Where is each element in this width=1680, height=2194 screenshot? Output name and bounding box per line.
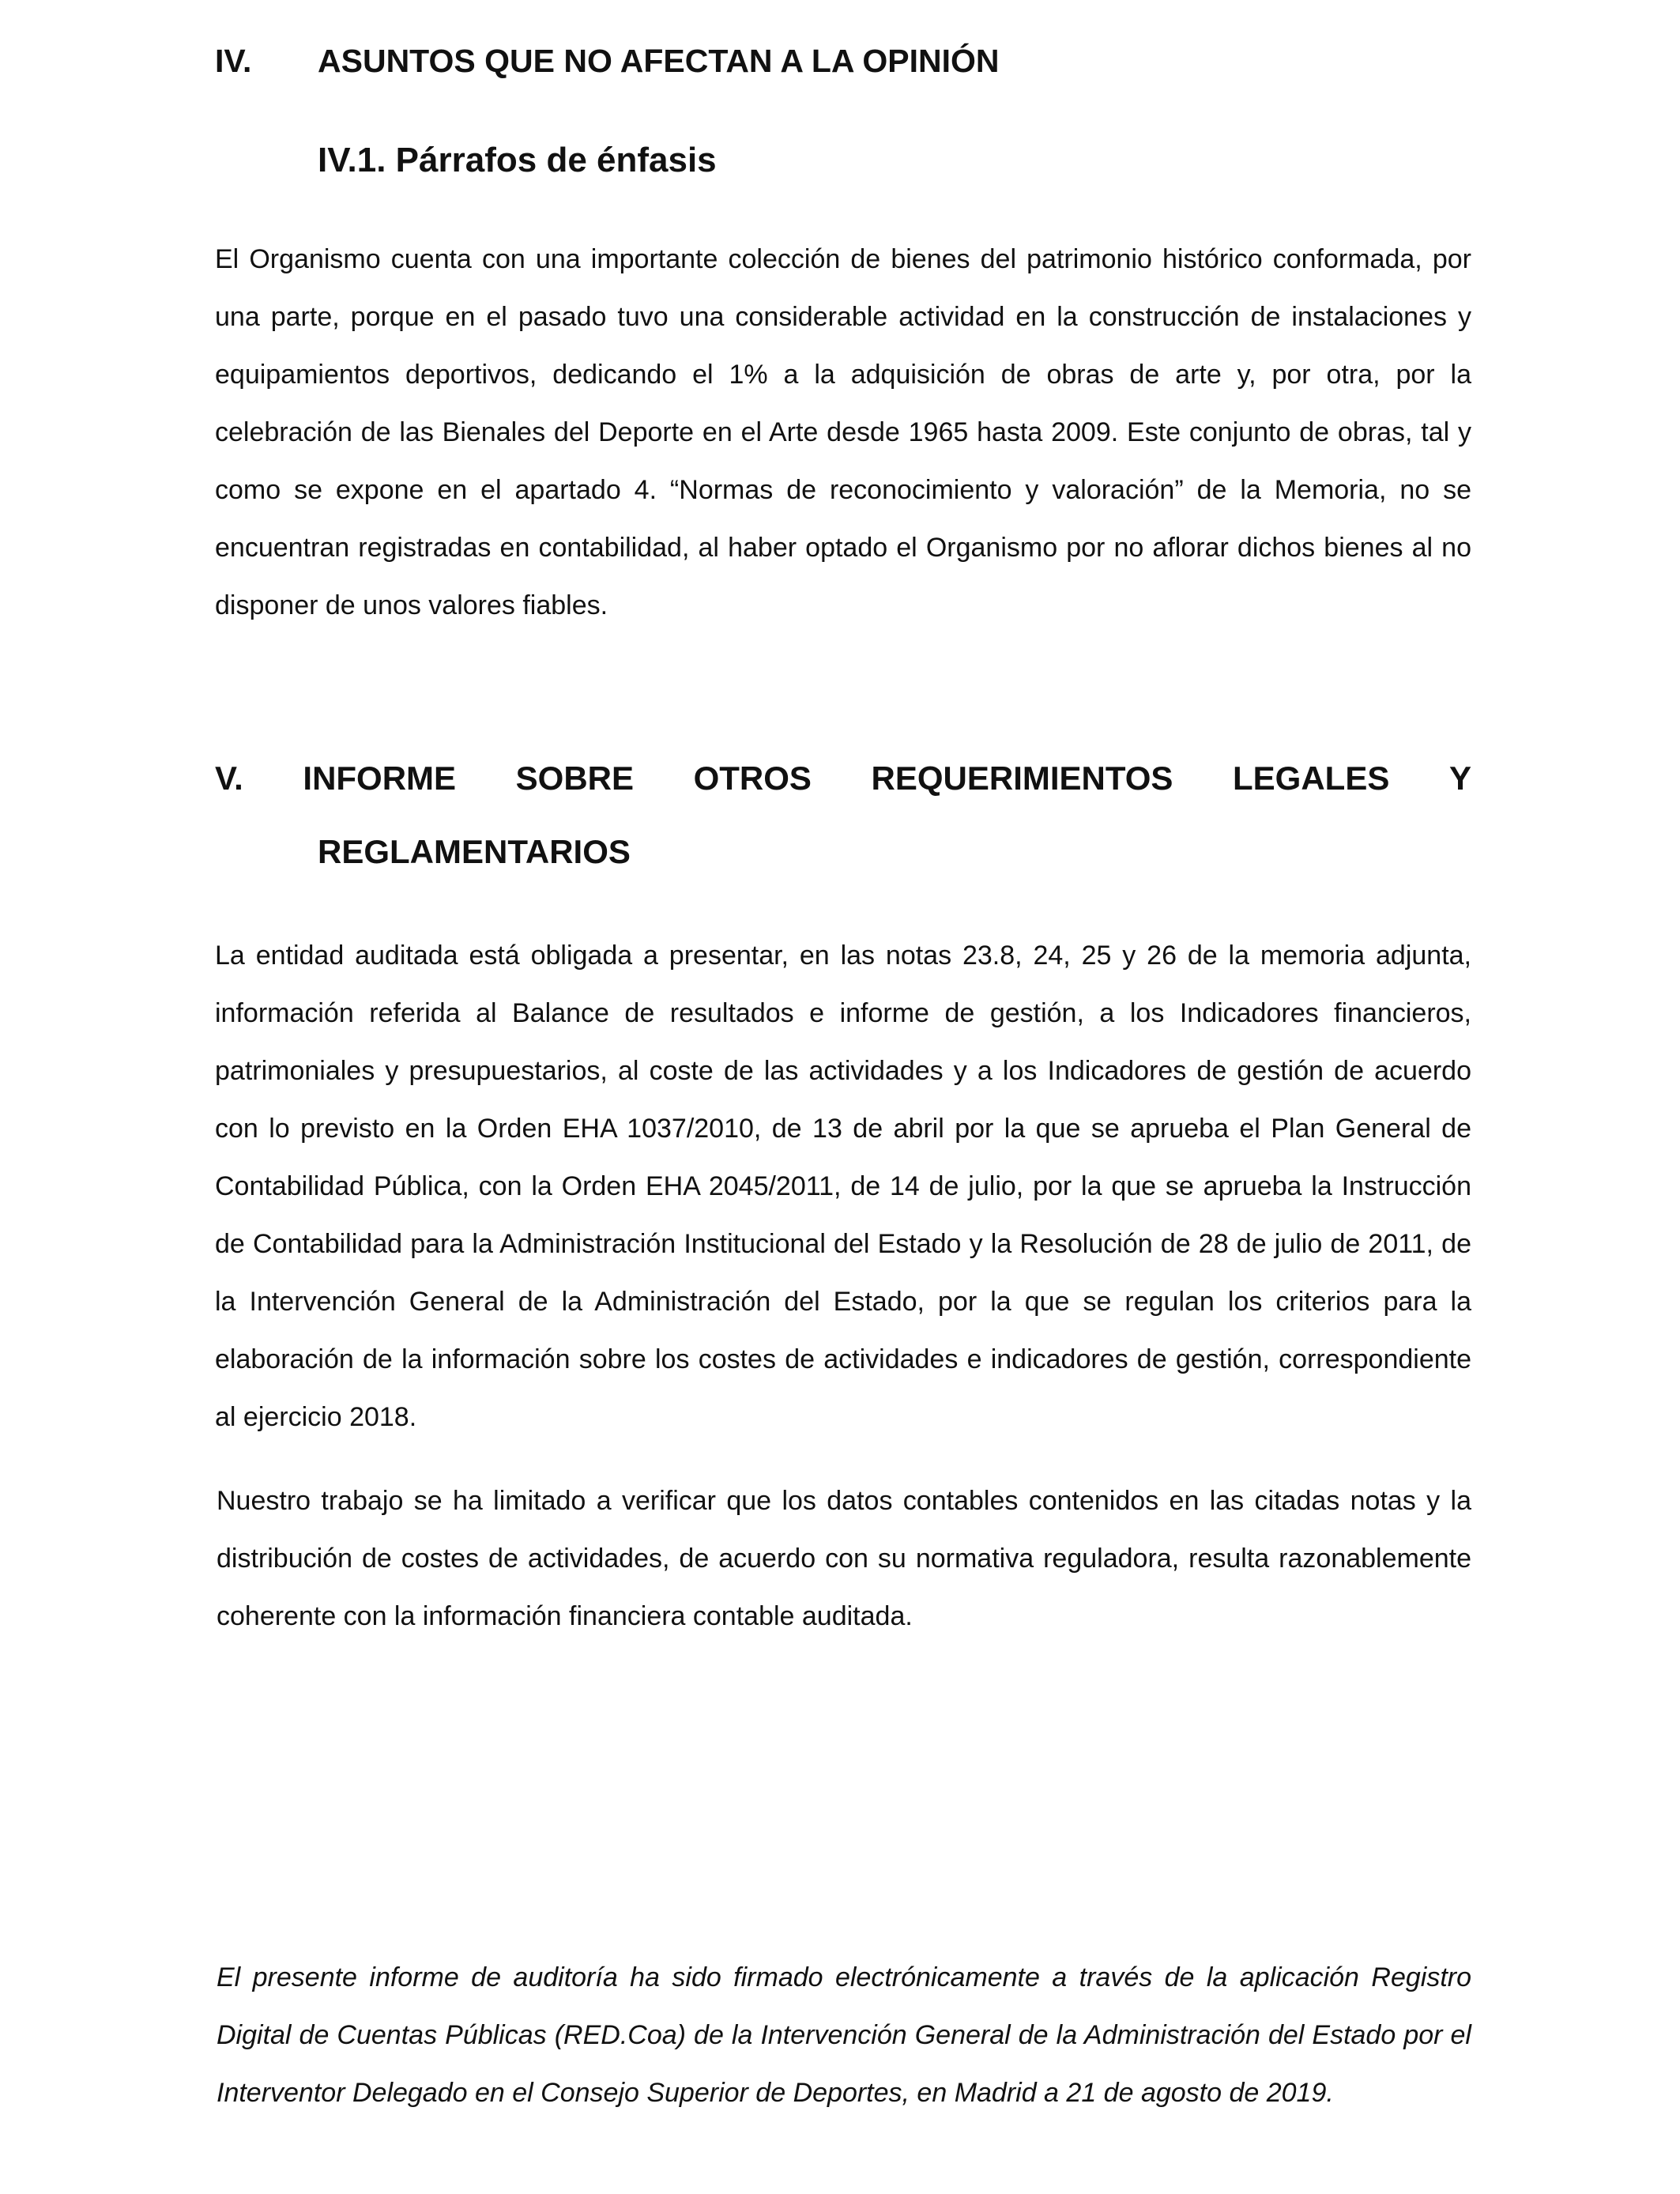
section-v-title-word: LEGALES: [1233, 760, 1390, 797]
section-v-title-word: INFORME: [303, 760, 457, 797]
legal-requirements-paragraph: La entidad auditada está obligada a presentar, en las notas 23.8, 24, 25 y 26 de la memoria adjunta, información referida al Balance de resultados e informe de gestión, a los Indicadores financieros, patrimoniales y presupuestarios, al coste de las actividades y a los Indicadores de gestión de acuerdo con lo previsto en la Orden EHA 1037/2010, de 13 de abril por la que se aprueba el Plan General de Contabilidad Pública, con la Orden EHA 2045/2011, de 14 de julio, por la que se aprueba la Instrucción de Contabilidad para la Administración Institucional del Estado y la Resolución de 28 de julio de 2011, de la Intervención General de la Administración del Estado, por la que se regulan los criterios para la elaboración de la información sobre los costes de actividades e indicadores de gestión, correspondiente al ejercicio 2018.: [215, 941, 1471, 1432]
section-v-title-word: SOBRE: [515, 760, 634, 797]
section-v-title-word: Y: [1448, 760, 1471, 797]
section-iv-title: ASUNTOS QUE NO AFECTAN A LA OPINIÓN: [318, 43, 1000, 79]
signature-note: El presente informe de auditoría ha sido firmado electrónicamente a través de la aplicación Registro Digital de Cuentas Públicas (RED.Coa) de la Intervención General de la Administración del Estado por el Interventor Delegado en el Consejo Superior de Deportes, en Madrid a 21 de agosto de 2019.: [217, 1962, 1471, 2108]
section-v-heading-line1: [215, 759, 1471, 798]
section-v-title-word: REQUERIMIENTOS: [871, 760, 1173, 797]
emphasis-paragraph: El Organismo cuenta con una importante colección de bienes del patrimonio histórico conformada, por una parte, porque en el pasado tuvo una considerable actividad en la construcción de instalaciones y equipamientos deportivos, dedicando el 1% a la adquisición de obras de arte y, por otra, por la celebración de las Bienales del Deporte en el Arte desde 1965 hasta 2009. Este conjunto de obras, tal y como se expone en el apartado 4. “Normas de reconocimiento y valoración” de la Memoria, no se encuentran registradas en contabilidad, al haber optado el Organismo por no aflorar dichos bienes al no disponer de unos valores fiables.: [215, 244, 1471, 620]
scope-paragraph: Nuestro trabajo se ha limitado a verificar que los datos contables contenidos en las citadas notas y la distribución de costes de actividades, de acuerdo con su normativa reguladora, resulta razonablemente coherente con la información financiera contable auditada.: [217, 1486, 1471, 1631]
section-iv-heading: [215, 45, 1471, 85]
subsection-iv1-title: IV.1. Párrafos de énfasis: [318, 141, 717, 179]
section-v-heading-line2: REGLAMENTARIOS: [318, 833, 631, 870]
section-iv-number: IV.: [215, 43, 252, 79]
section-v-title-word: OTROS: [693, 760, 812, 797]
section-v-heading: [215, 759, 1471, 871]
section-v-number: V.: [215, 760, 243, 797]
